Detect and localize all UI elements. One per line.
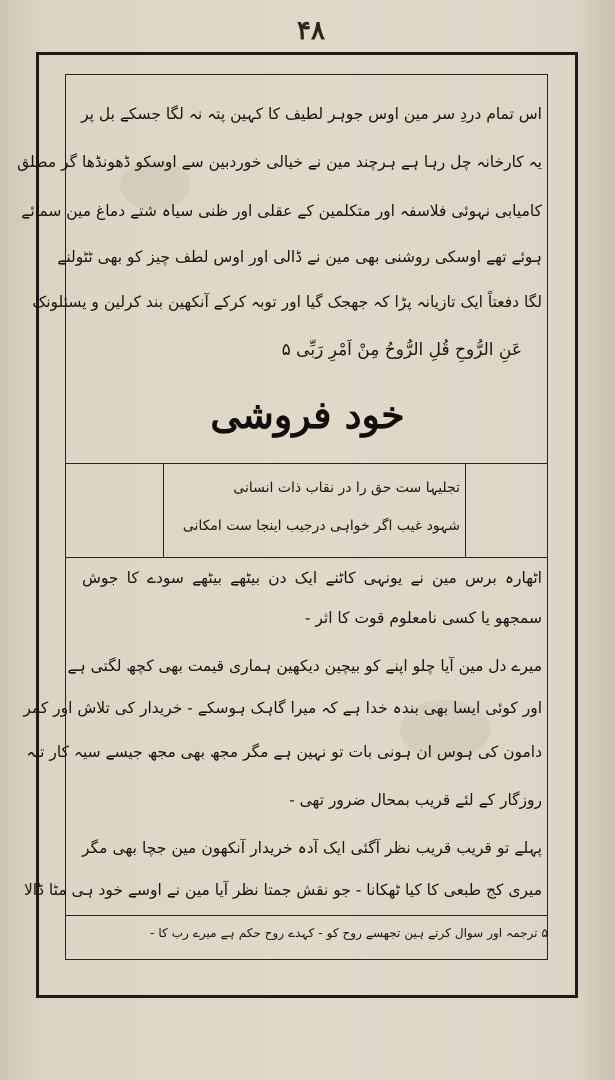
- text-line: لگا دفعتاً ایک تازیانہ پڑا کہ جھجک گیا اور توبہ کرکے آنکھین بند کرلین و یسئلونک: [32, 293, 542, 311]
- footnote: ۵ ترجمہ اور سوال کرتے ہین تجھسے روح کو - کہدے روح حکم ہے میرے رب کا -: [150, 926, 548, 940]
- text-line: دامون کی ہوس ان ہونی بات تو نہین ہے مگر مجھ بھی مجھ جیسے سیہ کار تبہ: [26, 743, 542, 761]
- text-line: اور کوئی ایسا بھی بندہ خدا ہے کہ میرا گاہک ہوسکے - خریدار کی تلاش اور کمر: [23, 699, 542, 717]
- quran-verse: عَنِ الرُّوحِ قُلِ الرُّوحُ مِنْ اَمْرِ رَبِّی ۵: [281, 340, 522, 360]
- text-line: میرے دل مین آیا چلو اپنے کو بیچین دیکھین ہماری قیمت بھی کچھ لگتی ہے: [67, 657, 542, 675]
- text-line: میری کج طبعی کا کیا ٹھکانا - جو نقش جمتا نظر آیا مین نے اوسے خود ہی مٹا ڈالا: [23, 881, 542, 899]
- chapter-title: خود فروشی: [210, 392, 405, 437]
- text-line: یہ کارخانہ چل رہا ہے ہرچند مین نے خیالی خوردبین سے اوسکو ڈھونڈھا گر مطلق: [17, 153, 542, 171]
- couplet-line: شہود غیب اگر خواہی درجیب اینجا ست امکانی: [182, 518, 460, 534]
- text-line: اٹھارہ برس مین نے یونہی کاٹنے ایک دن بیٹھے بیٹھے سودے کا جوش: [82, 569, 542, 587]
- page-number: ۴۸: [297, 16, 325, 46]
- text-line: اس تمام دردِ سر مین اوس جوہر لطیف کا کہین پتہ نہ لگا جسکے بل پر: [81, 105, 542, 123]
- text-line: ہوئے تھے اوسکی روشنی بھی مین نے ڈالی اور اوس لطف چیز کو بھی ٹٹولنے: [57, 248, 542, 266]
- text-line: پہلے تو قریب قریب نظر آگئی ایک آدہ خریدار آنکھون مین جچا بھی مگر: [82, 839, 542, 857]
- text-line: سمجھو یا کسی نامعلوم قوت کا اثر -: [304, 609, 542, 627]
- text-line: کامیابی نہوئی فلاسفہ اور متکلمین کے عقلی اور ظنی سیاہ شتے دماغ مین سمائے: [21, 202, 542, 220]
- footnote-divider: [65, 915, 548, 916]
- couplet-line: تجلیہا ست حق را در نقاب ذات انسانی: [233, 480, 460, 496]
- text-line: روزگار کے لئے قریب بمحال ضرور تھی -: [289, 791, 542, 809]
